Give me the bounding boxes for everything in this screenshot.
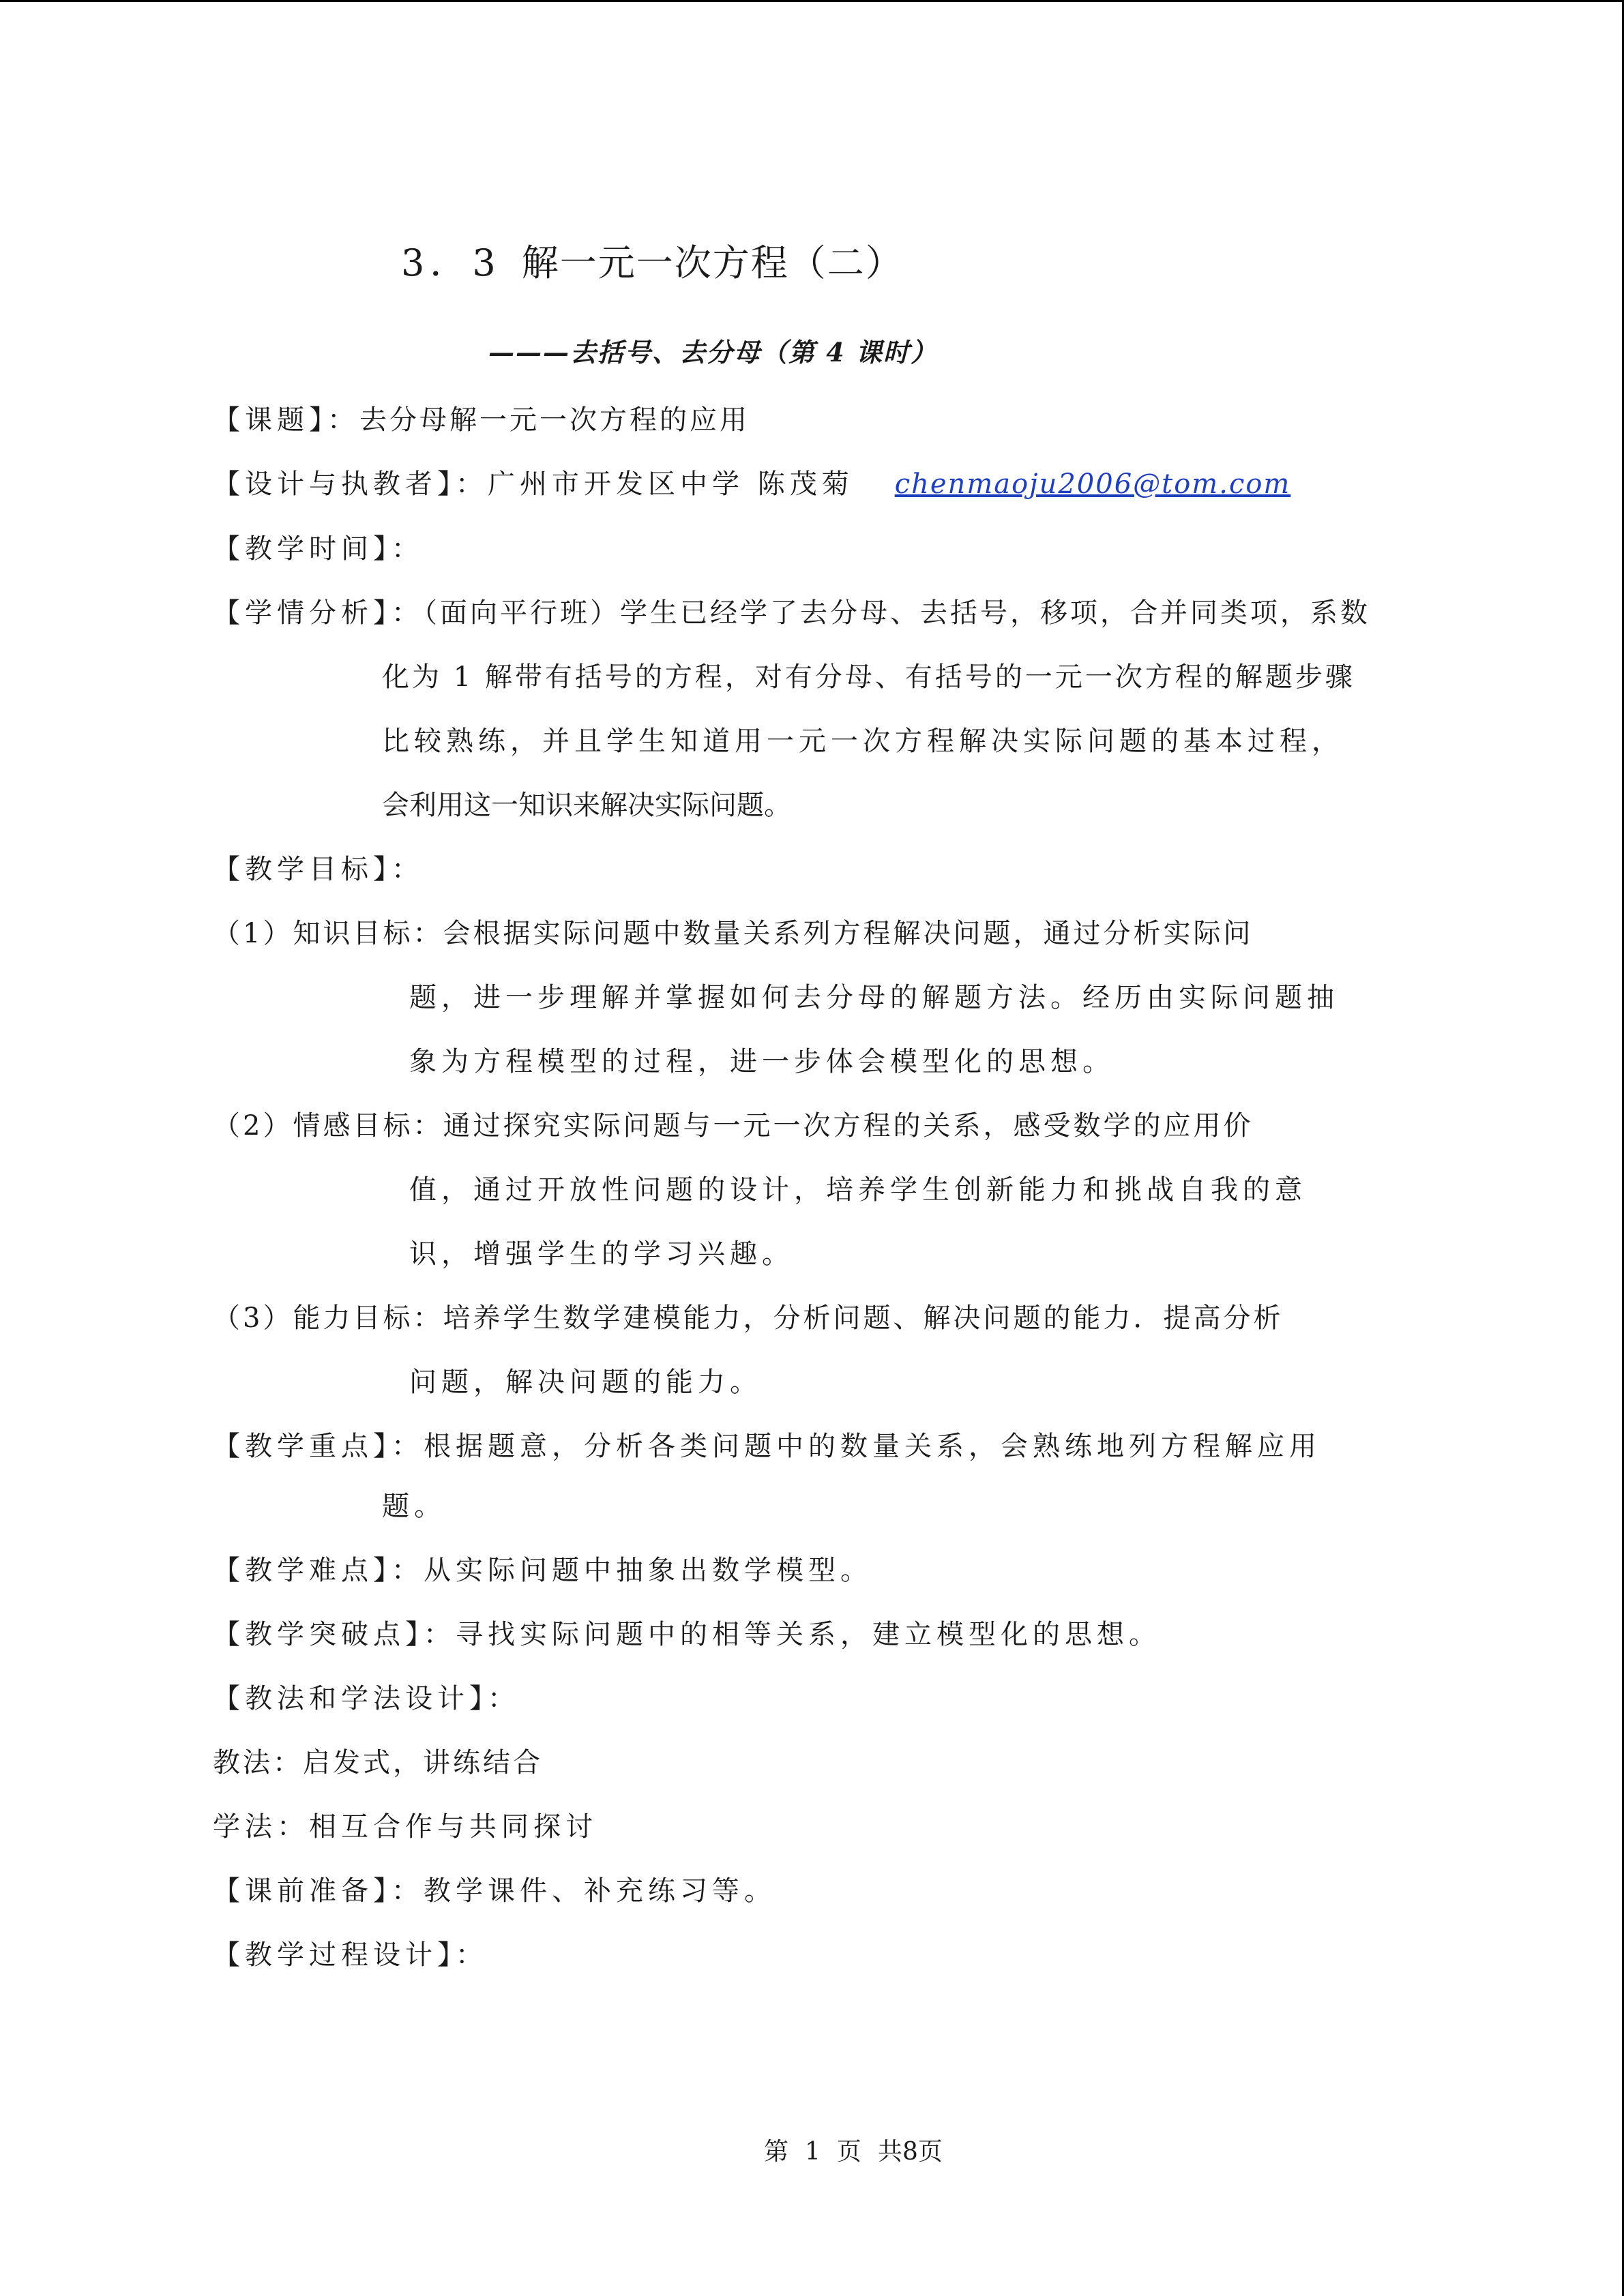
analysis-line-1: [213, 594, 1370, 632]
goal1-line-1: （1）知识目标：会根据实际问题中数量关系列方程解决问题，通过分析实际问: [213, 918, 1254, 949]
prep-label: 【课前准备】：: [213, 1875, 424, 1907]
goal1-line-3: 象为方程模型的过程，进一步体会模型化的思想。: [409, 1046, 1114, 1077]
footer-page-prefix: 第: [764, 2138, 789, 2166]
goals-label: 【教学目标】：: [213, 854, 424, 885]
difficulty-line: [213, 1551, 872, 1590]
title-number: 3．3: [401, 241, 501, 284]
key-text-2: 题。: [382, 1491, 446, 1522]
analysis-text-2: 化为 1 解带有括号的方程，对有分母、有括号的一元一次方程的解题步骤: [382, 661, 1355, 693]
page-footer: [764, 2132, 959, 2167]
prep-value: 教学课件、补充练习等。: [424, 1875, 776, 1907]
key-text-1: 根据题意，分析各类问题中的数量关系，会熟练地列方程解应用: [424, 1431, 1321, 1462]
designer-line: [213, 465, 1290, 503]
goal2-line-1: （2）情感目标：通过探究实际问题与一元一次方程的关系，感受数学的应用价: [213, 1110, 1254, 1142]
teaching-method: 教法：启发式，讲练结合: [213, 1747, 543, 1778]
time-label: 【教学时间】：: [213, 533, 424, 565]
designer-value: 广州市开发区中学 陈茂菊: [488, 468, 854, 500]
process-label: 【教学过程设计】：: [213, 1939, 488, 1971]
page-title: [401, 234, 904, 286]
designer-label: 【设计与执教者】：: [213, 468, 488, 500]
footer-total: 共8页: [877, 2138, 943, 2166]
time-line: [213, 530, 424, 568]
title-text: 解一元一次方程（二）: [521, 241, 904, 284]
learning-method: 学法：相互合作与共同探讨: [213, 1811, 597, 1843]
goal3-line-1: （3）能力目标：培养学生数学建模能力，分析问题、解决问题的能力．提高分析: [213, 1302, 1284, 1334]
key-label: 【教学重点】：: [213, 1431, 424, 1462]
goal2-line-3: 识，增强学生的学习兴趣。: [409, 1238, 794, 1270]
key-line-1: [213, 1427, 1321, 1465]
prep-line: [213, 1872, 776, 1910]
breakthrough-value: 寻找实际问题中的相等关系，建立模型化的思想。: [456, 1619, 1161, 1650]
methods-label: 【教法和学法设计】：: [213, 1683, 520, 1714]
analysis-text-4: 会利用这一知识来解决实际问题。: [382, 790, 791, 821]
topic-value: 去分母解一元一次方程的应用: [359, 404, 750, 436]
topic-line: [213, 401, 750, 439]
page-subtitle: ———去括号、去分母（第 4 课时）: [488, 337, 938, 368]
difficulty-label: 【教学难点】：: [213, 1555, 424, 1586]
analysis-label: 【学情分析】：: [213, 597, 424, 629]
email-link[interactable]: chenmaoju2006@tom.com: [894, 468, 1291, 500]
breakthrough-label: 【教学突破点】：: [213, 1619, 456, 1650]
analysis-text-1: （面向平行班）学生已经学了去分母、去括号，移项，合并同类项，系数: [424, 597, 1370, 629]
goal2-line-2: 值，通过开放性问题的设计，培养学生创新能力和挑战自我的意: [409, 1174, 1307, 1206]
footer-page-number: 1: [805, 2138, 821, 2166]
difficulty-value: 从实际问题中抽象出数学模型。: [424, 1555, 872, 1586]
goal1-line-2: 题，进一步理解并掌握如何去分母的解题方法。经历由实际问题抽: [409, 982, 1339, 1013]
topic-label: 【课题】：: [213, 404, 359, 436]
breakthrough-line: [213, 1615, 1161, 1654]
analysis-text-3: 比较熟练，并且学生知道用一元一次方程解决实际问题的基本过程，: [382, 726, 1344, 757]
footer-page-suffix: 页: [836, 2138, 861, 2166]
goal3-line-2: 问题，解决问题的能力。: [409, 1367, 762, 1398]
